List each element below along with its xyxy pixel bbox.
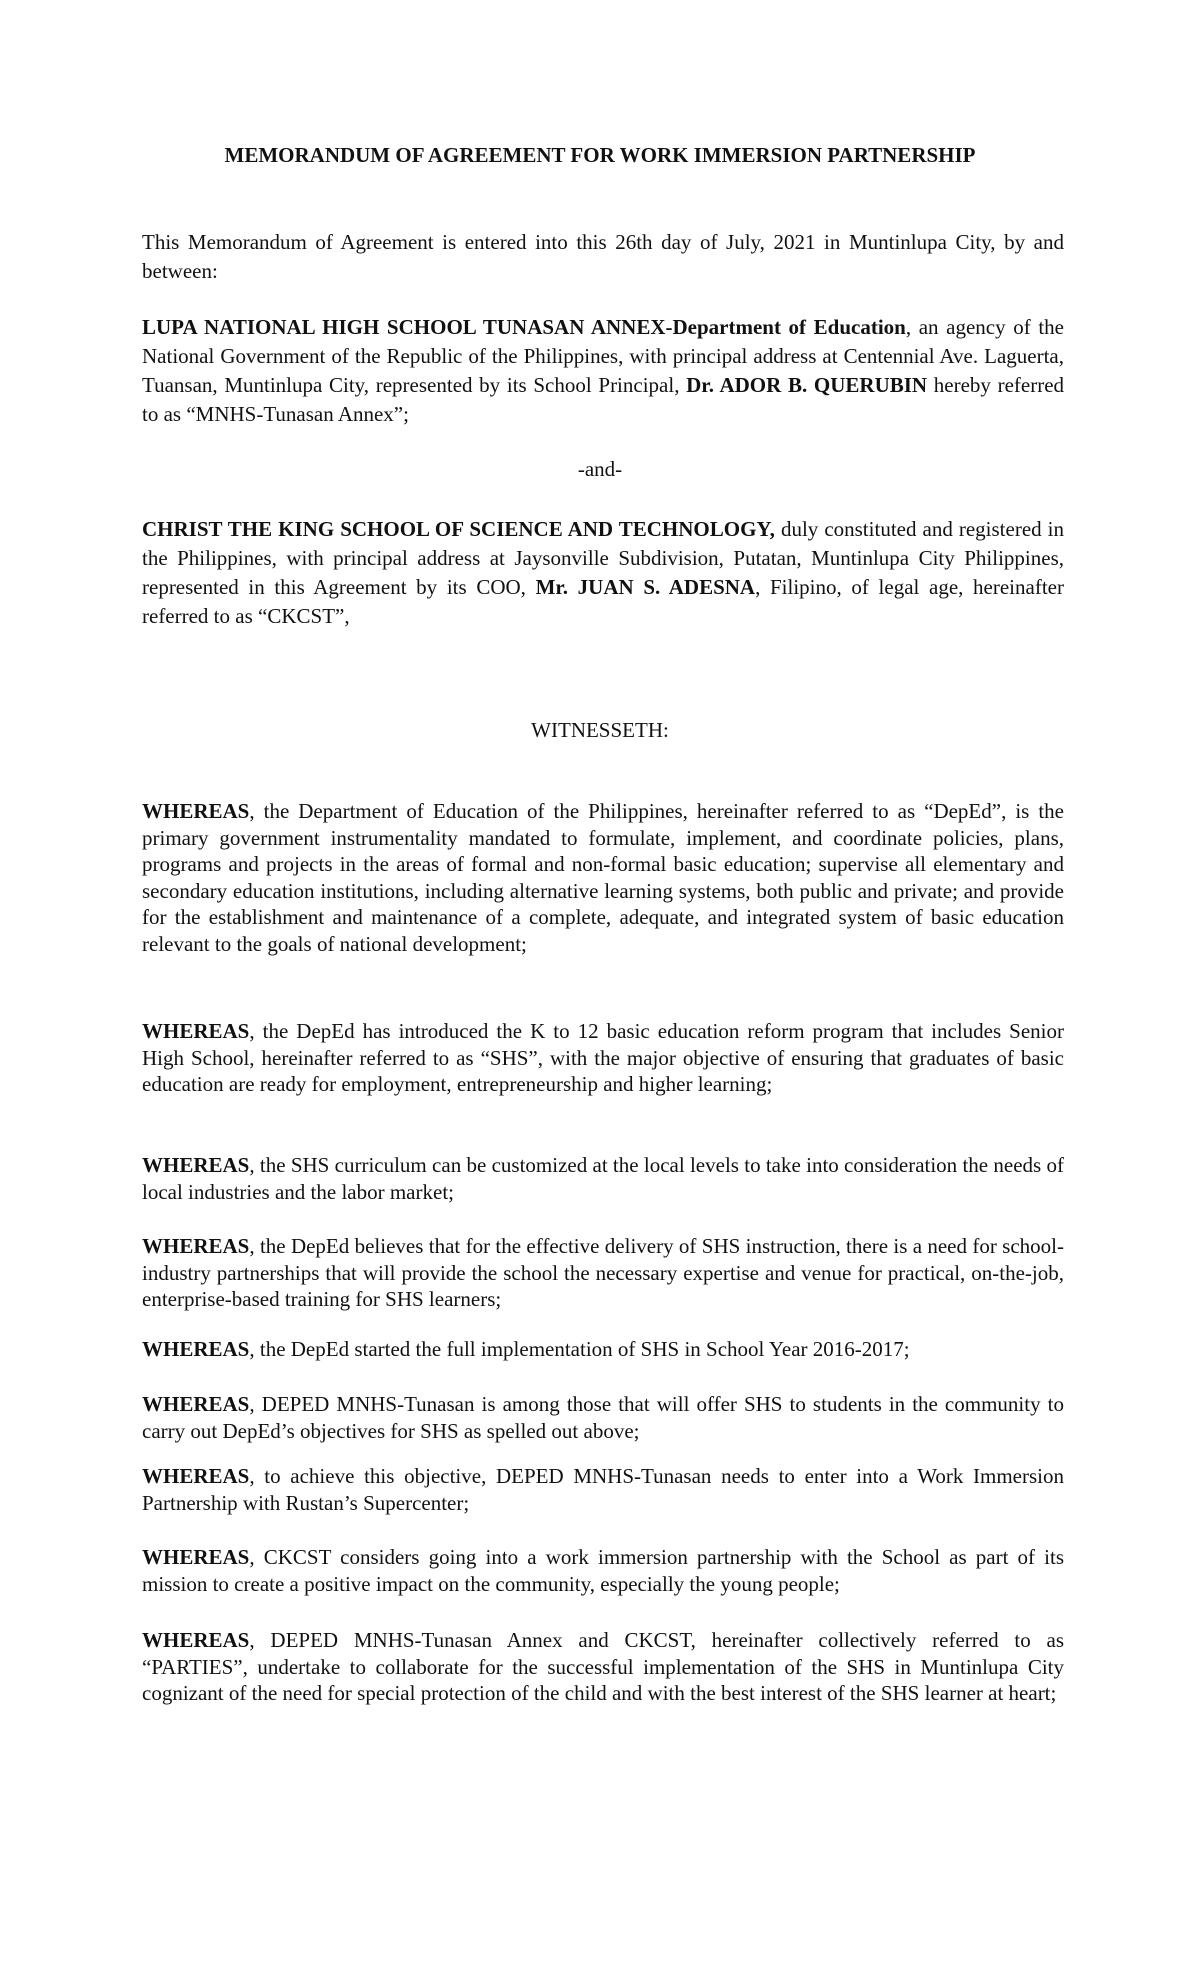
whereas-label: WHEREAS: [142, 1019, 250, 1043]
whereas-label: WHEREAS: [142, 1628, 250, 1652]
whereas-text: , CKCST considers going into a work immersion partnership with the School as part of its mission to create a positive impact on the community, especially the young people;: [142, 1545, 1064, 1596]
party2-paragraph: [142, 515, 1064, 631]
whereas-text: , the DepEd believes that for the effective delivery of SHS instruction, there is a need for school-industry partnerships that will provide the school the necessary expertise and venue for practical, on-the-job, enterprise-based training for SHS learners;: [142, 1234, 1064, 1311]
whereas-clause: [142, 1336, 1064, 1363]
whereas-label: WHEREAS: [142, 1392, 250, 1416]
whereas-text: , the Department of Education of the Philippines, hereinafter referred to as “DepEd”, is the primary government instrumentality mandated to formulate, implement, and coordinate policies, plans, programs and projects in the areas of formal and non-formal basic education; supervise all elementary and secondary education institutions, including alternative learning systems, both public and private; and provide for the establishment and maintenance of a complete, adequate, and integrated system of basic education relevant to the goals of national development;: [142, 799, 1064, 956]
whereas-clause: [142, 1391, 1064, 1444]
whereas-text: , the SHS curriculum can be customized at the local levels to take into consideration the needs of local industries and the labor market;: [142, 1153, 1064, 1204]
party1-paragraph: [142, 313, 1064, 429]
whereas-label: WHEREAS: [142, 1234, 250, 1258]
party2-text-b: , Filipino, of legal age, hereinafter referred to as “CKCST”,: [142, 575, 1064, 628]
whereas-label: WHEREAS: [142, 1153, 250, 1177]
whereas-label: WHEREAS: [142, 1337, 250, 1361]
document-title: MEMORANDUM OF AGREEMENT FOR WORK IMMERSION PARTNERSHIP: [224, 143, 976, 167]
and-separator: -and-: [577, 457, 623, 481]
whereas-clause: [142, 798, 1064, 957]
whereas-clause: [142, 1018, 1064, 1098]
whereas-text: , the DepEd has introduced the K to 12 basic education reform program that includes Senior High School, hereinafter referred to as “SHS”, with the major objective of ensuring that graduates of basic education are ready for employment, entrepreneurship and higher learning;: [142, 1019, 1064, 1096]
whereas-label: WHEREAS: [142, 1545, 250, 1569]
whereas-text: , the DepEd started the full implementation of SHS in School Year 2016-2017;: [249, 1337, 910, 1361]
whereas-clause: [142, 1152, 1064, 1205]
witnesseth-heading: WITNESSETH:: [531, 718, 669, 742]
whereas-clause: [142, 1233, 1064, 1313]
whereas-label: WHEREAS: [142, 799, 250, 823]
party2-text-a: duly constituted and registered in the Philippines, with principal address at Jaysonville Subdivision, Putatan, Muntinlupa City Philippines, represented in this Agreement by its COO,: [142, 517, 1065, 599]
whereas-label: WHEREAS: [142, 1464, 250, 1488]
whereas-clause: [142, 1544, 1064, 1597]
party1-name: LUPA NATIONAL HIGH SCHOOL TUNASAN ANNEX-Department of Education: [142, 315, 906, 339]
whereas-clause: [142, 1463, 1064, 1516]
party1-representative: Dr. ADOR B. QUERUBIN: [686, 373, 928, 397]
party1-text-b: hereby referred to as “MNHS-Tunasan Annex”;: [142, 373, 1065, 426]
party2-representative: Mr. JUAN S. ADESNA: [535, 575, 756, 599]
party2-name: CHRIST THE KING SCHOOL OF SCIENCE AND TECHNOLOGY,: [142, 517, 775, 541]
party1-text-a: , an agency of the National Government of the Republic of the Philippines, with principal address at Centennial Ave. Laguerta, Tuansan, Muntinlupa City, represented by its School Principal,: [142, 315, 1065, 397]
whereas-text: , DEPED MNHS-Tunasan Annex and CKCST, hereinafter collectively referred to as “PARTIES”, undertake to collaborate for the successful implementation of the SHS in Muntinlupa City cognizant of the need for special protection of the child and with the best interest of the SHS learner at heart;: [142, 1628, 1064, 1705]
intro-paragraph: This Memorandum of Agreement is entered into this 26th day of July, 2021 in Muntinlupa City, by and between:: [142, 230, 1064, 283]
whereas-text: , DEPED MNHS-Tunasan is among those that will offer SHS to students in the community to carry out DepEd’s objectives for SHS as spelled out above;: [142, 1392, 1064, 1443]
whereas-clause: [142, 1627, 1064, 1707]
whereas-text: , to achieve this objective, DEPED MNHS-Tunasan needs to enter into a Work Immersion Partnership with Rustan’s Supercenter;: [142, 1464, 1064, 1515]
